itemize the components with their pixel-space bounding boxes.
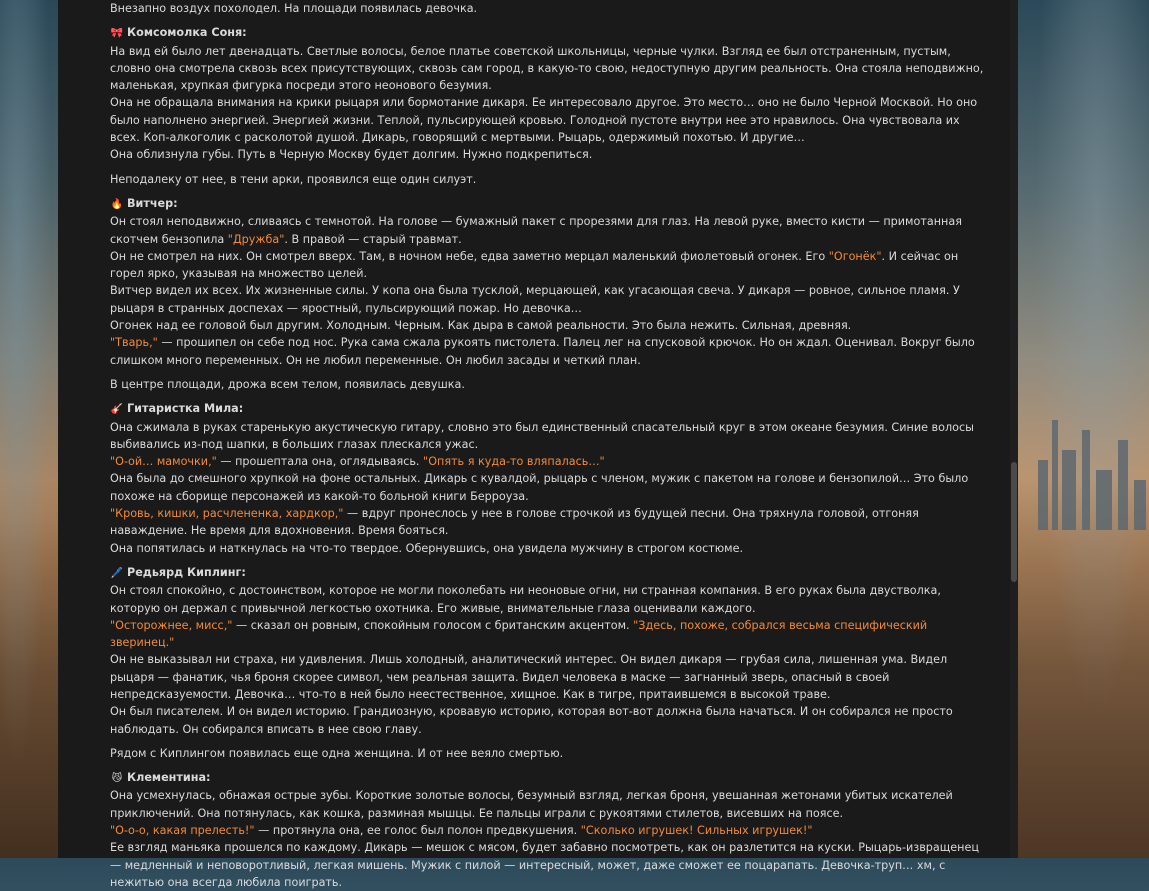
paragraph: "Осторожнее, мисс," — сказал он ровным, спокойным голосом с британским акцентом. "Здесь, похоже, собрался весьма специфический зверинец." (110, 618, 928, 650)
quote: "Кровь, кишки, расчлененка, хардкор," (110, 507, 344, 521)
quote: "О-о-о, какая прелесть!" (110, 824, 255, 838)
message-content (110, 0, 985, 891)
paragraph: Она попятилась и наткнулась на что-то твердое. Обернувшись, она увидела мужчину в строгом костюме. (110, 541, 744, 555)
narration-line: Внезапно воздух похолодел. На площади появилась девочка. (110, 2, 478, 15)
scrollbar-track[interactable] (1010, 0, 1018, 858)
paragraph: Она облизнула губы. Путь в Черную Москву будет долгим. Нужно подкрепиться. (110, 148, 593, 162)
character-header-mila: 🎸 Гитаристка Мила: (110, 400, 985, 418)
paragraph: Она была до смешного хрупкой на фоне остальных. Дикарь с кувалдой, рыцарь с членом, мужик с пакетом на голове и бензопилой… Это было похоже на сборище персонажей из какой-то больной книги Берроуза. (110, 472, 969, 503)
chat-panel (58, 0, 1018, 889)
quote: "Тварь," (110, 336, 158, 350)
character-header-witcher: 🔥 Витчер: (110, 195, 985, 213)
paragraph: Ее взгляд маньяка прошелся по каждому. Дикарь — мешок с мясом, будет забавно посмотреть, как он разлетится на куски. Рыцарь-извращенец — медленный и неповоротливый, легкая мишень. Мужик с пилой — интересный, может, даже сможет ее поцарапать. Девочка-труп… хм, с нежитью она всегда любила поиграть. (110, 841, 979, 889)
paragraph: Витчер видел их всех. Их жизненные силы. У копа она была тусклой, мерцающей, как угасающая свеча. У дикаря — ровное, сильное пламя. У рыцаря в странных доспехах — яростный, пульсирующий пожар. Но девочка… (110, 284, 960, 315)
paragraph: Она не обращала внимания на крики рыцаря или бормотание дикаря. Ее интересовало другое. Это место… оно не было Черной Москвой. Но оно было наполнено энергией. Энергией жизни. Теплой, пульсирующей кровью. Голодной пустоте внутри нее это нравилось. Она чувствовала их всех. Коп-алкоголик с расколотой душой. Дикарь, говорящий с мертвыми. Рыцарь, одержимый похотью. И другие… (110, 96, 978, 145)
quote: "Опять я куда-то вляпалась…" (423, 455, 605, 469)
ribbon-icon: 🎀 (110, 28, 124, 40)
narration-line: В центре площади, дрожа всем телом, появилась девушка. (110, 377, 465, 391)
paragraph: Он был писателем. И он видел историю. Грандиозную, кровавую историю, которая вот-вот должна была начаться. И он собирался не просто наблюдать. Он собирался вписать в нее свою главу. (110, 705, 953, 736)
paragraph: Он стоял неподвижно, сливаясь с темнотой. На голове — бумажный пакет с прорезями для глаз. На левой руке, вместо кисти — примотанная скотчем бензопила "Дружба". В правой — старый травмат. (110, 215, 962, 246)
pen-icon: 🖊️ (110, 567, 124, 579)
quote: "Здесь, похоже, собрался весьма специфический зверинец." (110, 618, 928, 650)
narration-line: Неподалеку от нее, в тени арки, проявился еще один силуэт. (110, 172, 477, 186)
guitar-icon: 🎸 (110, 404, 124, 416)
narration-line: Рядом с Киплингом появилась еще одна женщина. И от нее веяло смертью. (110, 746, 564, 760)
character-header-kipling: 🖊️ Редьярд Киплинг: (110, 564, 985, 582)
cat-face-icon: 😼 (111, 773, 123, 785)
paragraph: Он стоял спокойно, с достоинством, которое не могли поколебать ни неоновые огни, ни странная компания. В его руках была двустволка, которую он держал с привычной легкостью охотника. Его живые, внимательные глаза оценивали каждого. (110, 584, 941, 615)
paragraph: "О-о-о, какая прелесть!" — протянула она, ее голос был полон предвкушения. "Сколько игрушек! Сильных игрушек!" (110, 824, 813, 838)
character-header-clementine: 😼 Клементина: (110, 769, 985, 787)
paragraph: Огонек над ее головой был другим. Холодным. Черным. Как дыра в самой реальности. Это была нежить. Сильная, древняя. (110, 319, 852, 333)
quote: "Дружба" (227, 232, 285, 246)
fire-icon: 🔥 (110, 198, 124, 210)
paragraph: На вид ей было лет двенадцать. Светлые волосы, белое платье советской школьницы, черные чулки. Взгляд ее был отстраненным, пустым, словно она смотрела сквозь всех присутствующих, сквозь сам город, в какую-то свою, недоступную другим реальность. Она стояла неподвижно, маленькая, хрупкая фигурка посреди этого неонового безумия. (110, 44, 984, 93)
quote: "Осторожнее, мисс," (110, 618, 233, 632)
quote: "Сколько игрушек! Сильных игрушек!" (580, 824, 813, 838)
paragraph: "О-ой… мамочки," — прошептала она, оглядываясь. "Опять я куда-то вляпалась…" (110, 455, 605, 469)
background-left (0, 0, 58, 858)
paragraph: "Тварь," — прошипел он себе под нос. Рука сама сжала рукоять пистолета. Палец лег на спусковой крючок. Но он ждал. Оценивал. Вокруг было слишком много переменных. Он не любил переменные. Он любил засады и четкий план. (110, 336, 975, 367)
paragraph: Она сжимала в руках старенькую акустическую гитару, словно это был единственный спасательный круг в этом океане безумия. Синие волосы выбивались из-под шапки, в больших глазах плескался ужас. (110, 420, 974, 451)
paragraph: Он не выказывал ни страха, ни удивления. Лишь холодный, аналитический интерес. Он видел дикаря — грубая сила, лишенная ума. Видел рыцаря — фанатик, чья броня скорее символ, чем реальная защита. Видел человека в маске — загнанный зверь, опасный в своей непредсказуемости. Девочка… что-то в ней было неестественное, хищное. Как в тигре, притаившемся в высокой траве. (110, 653, 948, 701)
paragraph: Он не смотрел на них. Он смотрел вверх. Там, в ночном небе, едва заметно мерцал маленький фиолетовый огонек. Его "Огонёк". И сейчас он горел ярко, указывая на множество целей. (110, 249, 959, 281)
paragraph: Она усмехнулась, обнажая острые зубы. Короткие золотые волосы, безумный взгляд, легкая броня, увешанная жетонами убитых искателей приключений. Она потянулась, как кошка, разминая мышцы. Ее пальцы играли с рукоятями стилетов, висевших на поясе. (110, 789, 953, 820)
quote: "Огонёк" (828, 249, 882, 263)
scrollbar-thumb[interactable] (1011, 462, 1017, 582)
paragraph: "Кровь, кишки, расчлененка, хардкор," — вдруг пронеслось у нее в голове строчкой из будущей песни. Она тряхнула головой, отгоняя наваждение. Не время для вдохновения. Время бояться. (110, 507, 919, 538)
character-header-sonya: 🎀 Комсомолка Соня: (110, 24, 985, 42)
background-city-silhouette (1030, 400, 1149, 530)
quote: "О-ой… мамочки," (110, 455, 217, 469)
